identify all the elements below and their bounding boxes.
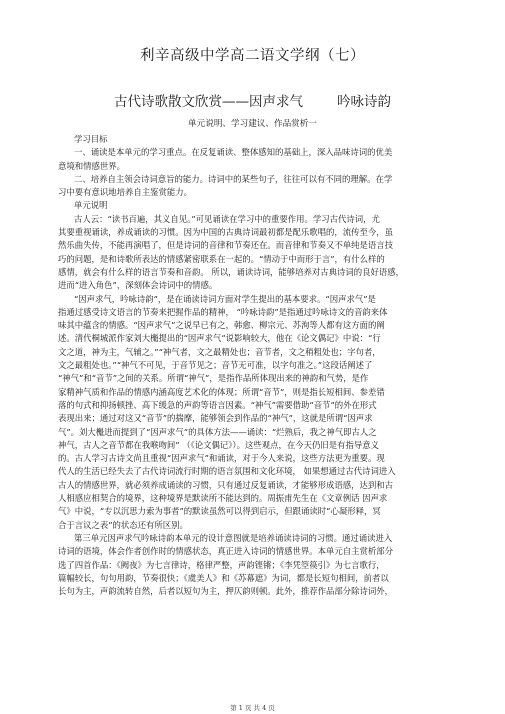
paragraph-line: 选了四首作品：《阙夜》为七言律诗，格律严整，声韵铿锵；《李凭箜篌引》为七言歌行， (58, 559, 385, 570)
paragraph-line: 文之最粗处也。”“神气不可见，于音节见之；音节无可准，以字句准之。”这段话阐述了 (58, 360, 373, 371)
paragraph-line: “因声求气，吟咏诗韵”，是在诵读诗词方面对学生提出的基本要求。“因声求气”是 (74, 293, 376, 304)
paragraph-line: 第三单元因声求气吟咏诗韵本单元的设计意图就是培养诵读诗词的习惯。通过诵读进入 (74, 532, 393, 543)
paragraph-line: 的。古人学习古诗文尚且重视“因声求气”和诵读，对于今人来说，这些方法更为重要。现 (58, 453, 385, 464)
paragraph-line: 代人的生活已经失去了古代诗词流行时期的语言氛围和文化环境， 如果想通过古代诗词进入 (58, 466, 396, 477)
paragraph-line: 篇幅较长，句句用韵，节奏很快；《虞美人》和《苏幕遮》为词，都是长短句相间，前者以 (58, 572, 389, 583)
paragraph-line: 气》中说，“专以沉思力索为事者”的默读虽然可以得到启示，但跟诵读时“心凝形释，冥 (58, 506, 381, 517)
paragraph-line: 学习目标 (74, 134, 108, 144)
paragraph-line: 感情，就会有什么样的语言节奏和音韵。 所以，诵读诗词，能够培养对古典诗词的良好语感， (58, 266, 405, 277)
paragraph-line: 古人云：“读书百遍，其义自见。”可见诵读在学习中的重要作用。学习古代诗词，尤 (74, 213, 380, 224)
paragraph-line: “神气”和“音节”之间的关系。所谓“神气”，是指作品所体现出来的神韵和气势，是作 (58, 373, 369, 384)
paragraph-line: 习中要有意识地培养自主鉴赏能力。 (58, 187, 192, 198)
paragraph-line: 然乐曲失传，不能再演唱了，但是诗词的音律和节奏还在。而音律和节奏又不单纯是语言技 (58, 240, 393, 251)
section-line: 单元说明、学习建议、作品赏析一 (188, 119, 317, 129)
paragraph-line: 长句为主，声韵流转自然，后者以短句为主，押仄韵则顿。此外，推荐作品部分除诗词外， (58, 586, 393, 597)
paragraph-line: 表现出来；通过对这又“音节”的揣摩，能够领会到作品的“神气”，这就是所谓“因声求 (58, 413, 373, 424)
paragraph-line: 味其中蕴含的情感。“因声求气”之说早已有之，韩愈、柳宗元、苏洵等人都有这方面的阐 (58, 320, 385, 331)
document-subtitle (0, 90, 505, 110)
paragraph-line: 家精神气质和作品的情感内涵高度艺术化的体现；所谓“音节”，则是指长短相间、参差错 (58, 386, 385, 397)
paragraph-line: 指通过感受诗文语言的节奏来把握作品的精神， “吟咏诗韵”是指通过吟咏诗文的音韵来体 (58, 306, 388, 317)
paragraph-line: 二、培养自主领会诗词意旨的能力。诗词中的某些句子，往往可以有不同的理解。在学 (74, 173, 393, 184)
paragraph-line: 神气，古人之音节都在我喉吻间” （《论文偶记》）。这些观点，在今天仍旧是有指导意义 (58, 439, 379, 450)
paragraph-line: 文之道，神为主，气辅之。”“神气者，文之最精处也；音节者，文之稍粗处也；字句者， (58, 346, 381, 357)
paragraph-line: 单元说明 (74, 200, 108, 211)
paragraph-line: 诗词的语境，体会作者创作时的情感状态，真正进入诗词的情感世界。本单元自主赏析部分 (58, 546, 393, 557)
paragraph-line: 巧的问题，是和诗歌所表达的情感紧密联系在一起的。“情动于中而形于言”，有什么样的 (58, 253, 385, 264)
subtitle-left: 古代诗歌散文欣赏——因声求气 (114, 94, 303, 110)
paragraph-line: 述。清代桐城派作家刘大櫆提出的“因声求气”说影响较大，他在《论文偶记》中说：“行 (58, 333, 381, 344)
paragraph-line: 气”。刘大櫆进而提到了“因声求气”的具体方法——诵读：“烂熟后，我之神气即古人之 (58, 426, 377, 437)
page-footer: 第 1 页 共 4 页 (230, 704, 275, 712)
paragraph-line: 意境和情感世界。 (58, 160, 125, 171)
document-title: 利辛高级中学高二语文学纲（七） (140, 48, 365, 64)
subtitle-right: 吟咏诗韵 (337, 94, 391, 110)
paragraph-line: 一、诵读是本单元的学习重点。在反复诵读、整体感知的基础上，深入品味诗词的优美 (74, 147, 393, 158)
paragraph-line: 人相感应相契合的境界，这种境界是默读所不能达到的。周振甫先生在《文章例话 因声求 (58, 493, 388, 504)
paragraph-line: 古人的情感世界，就必须养成诵读的习惯，只有通过反复诵读，才能够形成语感，达到和古 (58, 479, 393, 490)
paragraph-line: 进而“进入角色”，深刻体会诗词中的情感。 (58, 280, 218, 291)
paragraph-line: 落的句式和抑扬顿挫、高下缓急的声韵等语言因素。“神气”需要借助“音节”的外在形式 (58, 399, 377, 410)
document-body (58, 133, 440, 598)
paragraph-line: 合于言议之表”的状态还有所区别。 (58, 519, 188, 530)
paragraph-line: 其要重视诵读，养成诵读的习惯。因为中国的古典诗词最初都是配乐歌唱的，流传至今，虽 (58, 227, 393, 238)
